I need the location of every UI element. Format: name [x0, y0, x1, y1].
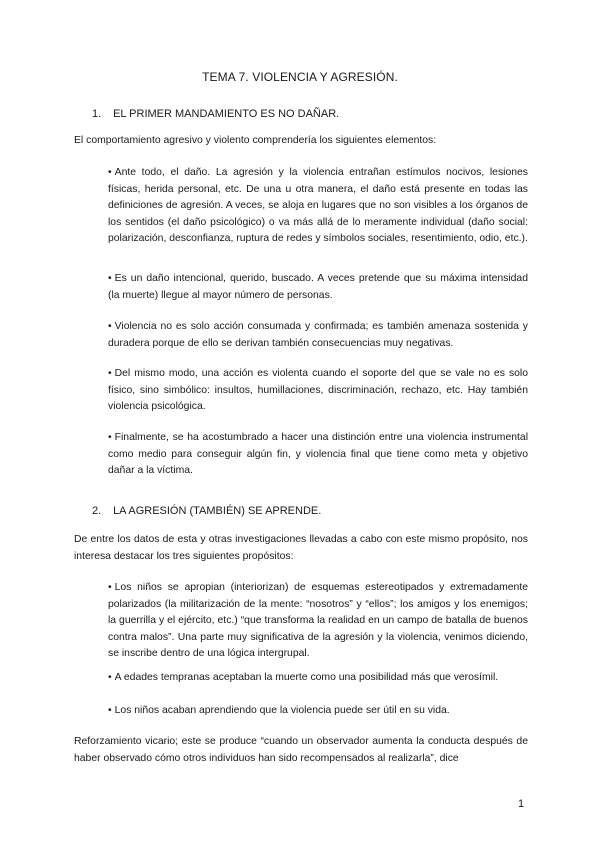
bullet-item — [108, 165, 528, 248]
page-number: 1 — [518, 798, 525, 810]
bullet-text: Los niños acaban aprendiendo que la violencia puede ser útil en su vida. — [114, 705, 450, 716]
section-1-intro: El comportamiento agresivo y violento comprendería los siguientes elementos: — [74, 135, 437, 146]
section-2-closing: Reforzamiento vicario; este se produce “cuando un observador aumenta la conducta después de haber observado cómo otros individuos han sido recompensados al realizarla”, dice — [74, 736, 528, 764]
section-number: 2. — [92, 505, 102, 517]
section-title: LA AGRESIÓN (TAMBIÉN) SE APRENDE. — [113, 505, 322, 517]
bullet-item — [108, 366, 528, 416]
bullet-marker: • — [108, 432, 112, 443]
bullet-text: Los niños se apropian (interiorizan) de esquemas estereotipados y extremadamente polarizados (la militarización de la mente: “nosotros” y “ellos”; los amigos y los enemigos; la guerrilla y el ejército, etc.) “que transforma la realidad en un campo de batalla de buenos contra malos”. Una parte muy significativa de la agresión y la violencia, venimos diciendo, se inscribe dentro de una lógica intergrupal. — [108, 582, 528, 660]
bullet-text: Del mismo modo, una acción es violenta cuando el soporte del que se vale no es solo físico, sino simbólico: insultos, humillaciones, discriminación, rechazo, etc. Hay también violencia psicológica. — [108, 368, 528, 413]
bullet-marker: • — [108, 167, 112, 178]
bullet-text: Es un daño intencional, querido, buscado. A veces pretende que su máxima intensidad (la muerte) llegue al mayor número de personas. — [108, 273, 528, 301]
section-2-intro: De entre los datos de esta y otras investigaciones llevadas a cabo con este mismo propósito, nos interesa destacar los tres siguientes propósitos: — [74, 534, 528, 562]
bullet-item — [108, 670, 528, 687]
bullet-item — [108, 703, 528, 720]
section-2-heading — [92, 505, 321, 517]
bullet-text: Finalmente, se ha acostumbrado a hacer una distinción entre una violencia instrumental como medio para conseguir algún fin, y violencia final que tiene como meta y objetivo dañar a la víctima. — [108, 432, 528, 477]
section-1-heading — [92, 108, 339, 120]
bullet-text: Violencia no es solo acción consumada y confirmada; es también amenaza sostenida y duradera porque de ello se derivan también consecuencias muy negativas. — [108, 321, 528, 349]
bullet-item — [108, 271, 528, 304]
bullet-item — [108, 580, 528, 663]
bullet-marker: • — [108, 321, 112, 332]
bullet-text: A edades tempranas aceptaban la muerte como una posibilidad más que verosímil. — [114, 672, 499, 683]
bullet-text: Ante todo, el daño. La agresión y la violencia entrañan estímulos nocivos, lesiones físicas, herida personal, etc. De una u otra manera, el daño está presente en todas las definiciones de agresión. A veces, se aloja en lugares que no son visibles a los órganos de los sentidos (el daño psicológico) o va más allá de lo meramente individual (daño social: polarización, desconfianza, ruptura de redes y símbolos sociales, resentimiento, odio, etc.). — [108, 167, 528, 245]
bullet-marker: • — [108, 672, 112, 683]
section-number: 1. — [92, 108, 102, 120]
bullet-marker: • — [108, 273, 112, 284]
bullet-marker: • — [108, 582, 112, 593]
bullet-item — [108, 319, 528, 352]
bullet-item — [108, 430, 528, 480]
bullet-marker: • — [108, 705, 112, 716]
section-title: EL PRIMER MANDAMIENTO ES NO DAÑAR. — [113, 108, 340, 120]
bullet-marker: • — [108, 368, 112, 379]
document-title: TEMA 7. VIOLENCIA Y AGRESIÓN. — [202, 70, 398, 84]
